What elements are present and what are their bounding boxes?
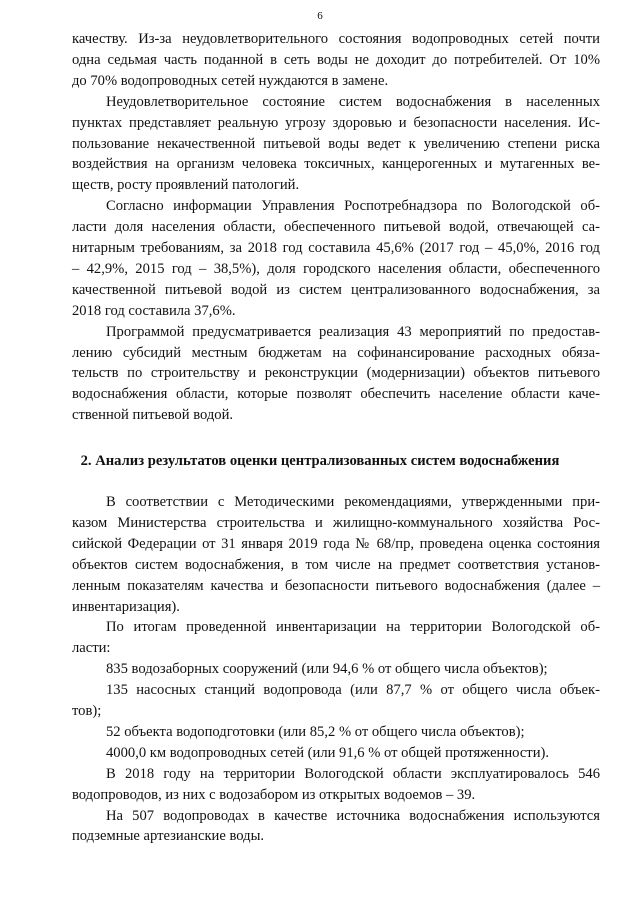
text-line: Неудовлетворительное состояние систем водоснабжения в населенных [106,93,600,110]
text-line: сийской Федерации от 31 января 2019 года № 68/пр, проведена оценка состояния [72,535,600,552]
text-line: инвентаризация). [72,598,180,615]
text-line: качественной питьевой водой из систем централизованного водоснабжения, за [72,281,600,298]
text-line: пунктах представляет реальную угрозу здоровью и безопасности населения. Ис- [72,114,600,131]
text-line: Программой предусматривается реализация 43 мероприятий по предостав- [106,323,600,340]
text-line: 4000,0 км водопроводных сетей (или 91,6 % от общей протяженности). [106,744,550,761]
text-line: тов); [72,703,102,719]
text-line: 52 объекта водоподготовки (или 85,2 % от общего числа объектов); [106,723,525,740]
text-line: до 70% водопроводных сетей нуждаются в замене. [72,72,389,89]
text-line: казом Министерства строительства и жилищно-коммунального хозяйства Рос- [72,514,600,531]
text-line: пользование некачественной питьевой воды ведет к увеличению степени риска [72,135,600,152]
text-line: объектов систем водоснабжения, в том числе на предмет соответствия установ- [72,556,600,573]
text-line: качеству. Из-за неудовлетворительного состояния водопроводных сетей почти [72,31,600,47]
text-line: В 2018 году на территории Вологодской области эксплуатировалось 546 [106,765,600,782]
text-line: водоснабжения области, которые позволят обеспечить население области каче- [72,386,600,403]
text-line: На 507 водопроводах в качестве источника водоснабжения используются [106,807,600,824]
text-line: тельств по строительству и реконструкции (модернизации) объектов питьевого [72,365,600,382]
text-line: 2018 год составила 37,6%. [72,302,236,319]
section-heading: 2. Анализ результатов оценки централизованных систем водоснабжения [80,453,560,469]
text-line: лению субсидий местным бюджетам на софинансирование расходных обяза- [72,344,600,361]
text-line: ществ, росту проявлений патологий. [72,177,300,194]
text-line: 135 насосных станций водопровода (или 87,7 % от общего числа объек- [106,682,600,699]
text-line: воздействия на организм человека токсичных, канцерогенных и мутагенных ве- [72,156,600,173]
text-line: 835 водозаборных сооружений (или 94,6 % от общего числа объектов); [106,661,548,678]
text-line: ственной питьевой водой. [72,407,234,424]
page-number: 6 [317,10,323,22]
text-line: ласти: [72,640,111,657]
text-line: Согласно информации Управления Роспотребнадзора по Вологодской об- [106,198,600,215]
text-line: ленным показателям качества и безопасности питьевого водоснабжения (далее – [72,577,600,594]
text-line: ласти доля населения области, обеспеченного питьевой водой, отвечающей са- [72,219,600,236]
text-line: нитарным требованиям, за 2018 год составила 45,6% (2017 год – 45,0%, 2016 год [72,240,600,256]
text-line: В соответствии с Методическими рекомендациями, утвержденными при- [106,494,600,510]
text-line: – 42,9%, 2015 год – 38,5%), доля городского населения области, обеспеченного [72,260,600,277]
text-line: водопроводов, из них с водозабором из открытых водоемов – 39. [72,786,476,803]
text-line: одна седьмая часть поданной в сеть воды не доходит до потребителей. От 10% [72,51,600,68]
text-line: По итогам проведенной инвентаризации на территории Вологодской об- [106,619,600,636]
text-line: подземные артезианские воды. [72,828,265,845]
